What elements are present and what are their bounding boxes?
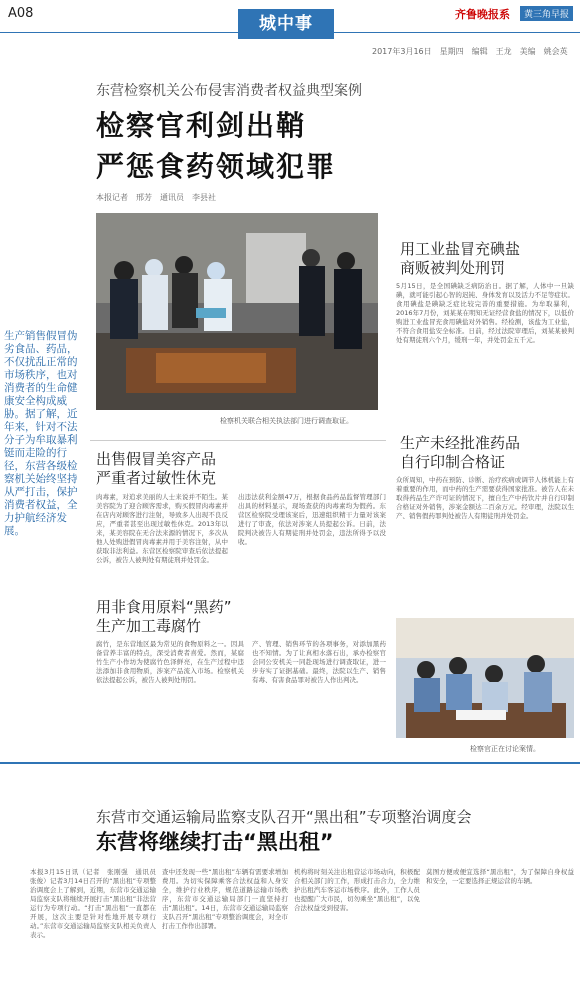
edition-badge: 黄三角早报 — [520, 6, 573, 21]
bottom-text-col1: 本报3月15日讯（记者 张刚强 通讯员 张俊）记者3月14日召开的“黑出租”专项整治调度会上了解到，近期，东营市交通运输局监察支队将继续开展打击“黑出租”非法营运行为专项行动。“打击“黑出租”一直都在开展，这次主要是针对性地开展专项行动。”东营市交通运输局监察支队相关负责人表示。 — [30, 868, 163, 939]
section-title: 城中事 — [238, 9, 334, 39]
case1-heading-1: 用工业盐冒充碘盐 — [400, 240, 521, 258]
case4-heading-2: 生产加工毒腐竹 — [96, 617, 202, 635]
case4-heading-1: 用非食用原料“黑药” — [96, 598, 232, 616]
photo1-caption: 检察机关联合相关执法部门进行调查取证。 — [220, 417, 353, 425]
case4-text-cont: 产、管理、销售环节的各项事务，对添加黑药也不知情。为了让真相水落石出，承办检察官会同公安机关一同赴现场进行调查取证，进一步夯实了证据基础。最终，法院以生产、销售有毒、有害食品罪对被告人作出判决。 — [252, 640, 386, 684]
bottom-text-col3: 机构将时刻关注出租营运市场动向，积极配合相关部门的工作，形成打击合力，全力维护出租汽车客运市场秩序。此外，工作人员也提醒广大市民，切勿乘坐“黑出租”，以免合法权益受到侵害。 — [294, 868, 420, 912]
sidebar-quote: 生产销售假冒伪劣食品、药品，不仅扰乱正常的市场秩序，也对消费者的生命健康安全构成威胁。据了解，近年来，针对不法分子为牟取暴利铤而走险的行径，东营各级检察机关始终坚持从严打击，保护消费者权益，全力护航经济发展。 — [4, 330, 78, 537]
main-headline-2: 严惩食药领域犯罪 — [96, 150, 337, 183]
case2-text-cont: 出违法获利金额47万，根据食品药品监督管理部门出具的材料显示，现场查获的肉毒素均为假药。东营区检察院受理该案后，迅速组织精干力量对该案进行了审查，依法对涉案人员提起公诉。日前，法院判决被告人有期徒刑并处罚金，违法所得予以没收。 — [238, 493, 386, 546]
case-photo-discussion — [396, 618, 574, 738]
main-headline-1: 检察官利剑出鞘 — [96, 109, 307, 142]
case1-text: 5月15日，是全国碘缺乏病防治日。据了解，人体中一旦缺碘，就可能引起心智的迟钝、身体发育以及活力不足等症状。食用碘盐是碘缺乏症比较完善的重要措施。为牟取暴利，2016年7月份，刘某某在明知无证经营食盐的情况下，以低价购进工业盐冒充食用碘盐对外销售。经检测，该盐为工业盐，不符合食用盐安全标准。日前，经过法院审理后，刘某某被判处有期徒刑六个月，缓刑一年，并处罚金五千元。 — [396, 282, 574, 344]
case4-text: 腐竹，是东营地区最为常见的食物原料之一。因具备营养丰富的特点，深受消费者喜爱。然而，某腐竹生产小作坊为使腐竹色泽鲜亮，在生产过程中违法添加非食用物质，涉案产品流入市场。检察机关依法提起公诉，被告人被判处刑罚。 — [96, 640, 244, 684]
divider — [90, 440, 386, 441]
case2-heading-2: 严重者过敏性休克 — [96, 469, 217, 487]
dateline: 2017年3月16日 星期四 编辑 王龙 美编 姚会英 — [372, 47, 568, 56]
case2-heading-1: 出售假冒美容产品 — [96, 450, 217, 468]
case-photo-evidence — [96, 213, 378, 410]
case1-heading-2: 商贩被判处刑罚 — [400, 259, 506, 277]
page-number: A08 — [8, 6, 34, 21]
section-divider — [0, 762, 580, 764]
byline: 本报记者 邢芳 通讯员 李县社 — [96, 193, 216, 202]
case3-heading-2: 自行印制合格证 — [400, 453, 506, 471]
case2-text: 肉毒素，对追求美丽的人士来说并不陌生。某美容院为了迎合顾客需求，购买假冒肉毒素并在店内对顾客进行注射，导致多人出现不良反应，严重者甚至出现过敏性休克。2013年以来，某美容院在无合法来源的情况下，多次从他人处购进假冒肉毒素并用于美容注射，从中获取非法利益。东营区检察院审查后依法提起公诉，被告人被判处有期徒刑并处罚金。 — [96, 493, 228, 564]
bottom-kicker: 东营市交通运输局监察支队召开“黑出租”专项整治调度会 — [96, 808, 472, 826]
bottom-headline: 东营将继续打击“黑出租” — [96, 830, 334, 854]
bottom-text-col4: 莫图方便或便宜选择“黑出租”，为了保障自身权益和安全，一定要选择正规运营的车辆。 — [426, 868, 574, 885]
case3-heading-1: 生产未经批准药品 — [400, 434, 521, 452]
case3-text: 众所周知，中药在预防、诊断、治疗疾病或调节人体机能上有着重要的作用，而中药的生产需要获得国家批准。被告人在未取得药品生产许可证的情况下，擅自生产中药饮片并自行印制合格证对外销售，涉案金额达二百余万元。经审理，法院以生产、销售假药罪判处被告人有期徒刑并处罚金。 — [396, 476, 574, 520]
paper-logo — [455, 6, 510, 22]
photo2-caption: 检察官正在讨论案情。 — [470, 745, 540, 753]
paper-name: 齐鲁晚报系 — [455, 8, 510, 21]
bottom-text-col2: 查中还发现一些“黑出租”车辆有需要求增加费用。为切实保障乘客合法权益和人身安全，维护行业秩序，规范道路运输市场秩序，东营市交通运输局部门一直坚持打击“黑出租”。14日，东营市交通运输局监察支队召开“黑出租”专项整治调度会，对全市打击工作作出部署。 — [162, 868, 288, 930]
main-kicker: 东营检察机关公布侵害消费者权益典型案例 — [96, 83, 362, 99]
